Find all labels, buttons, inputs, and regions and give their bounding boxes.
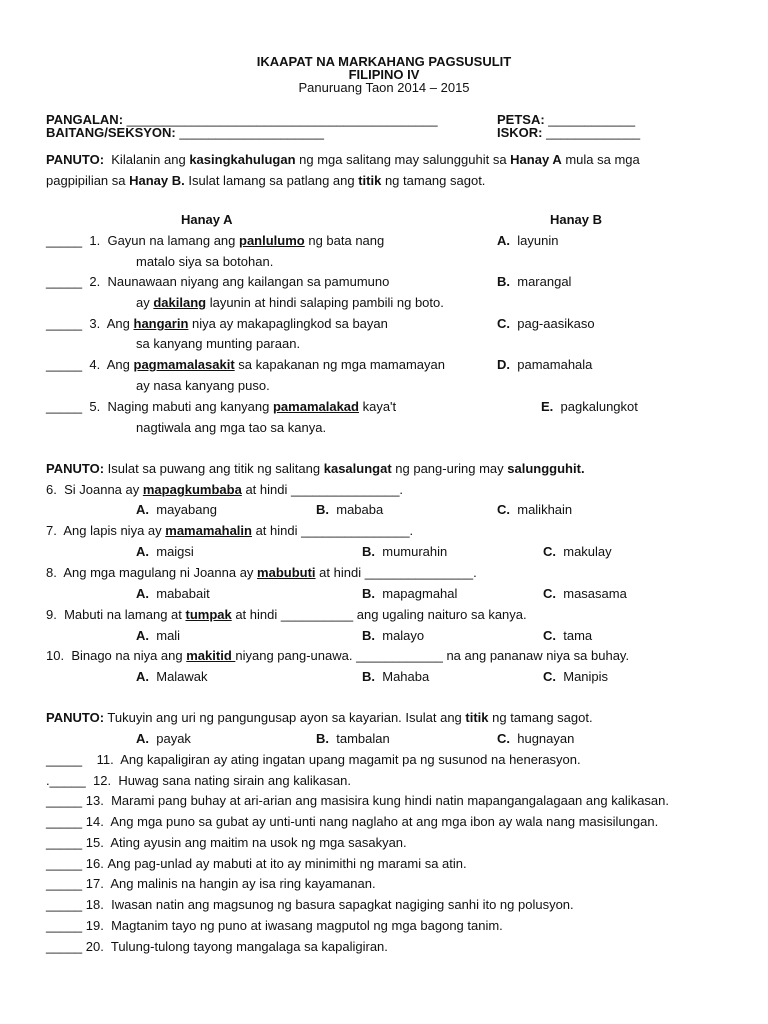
q6-choice-b: B. mababa — [316, 502, 384, 517]
question-13: _____ 13. Marami pang buhay at ari-arian ang masisira kung hindi natin mapangangalagaan ang kalikasan. — [46, 793, 670, 808]
date-field[interactable]: ____________ — [548, 112, 636, 127]
question-9: 9. Mabuti na lamang at tumpak at hindi __________ ang ugaling naituro sa kanya. — [46, 607, 527, 622]
answer-blank[interactable]: _____ — [46, 233, 83, 248]
exam-subject: FILIPINO IV — [348, 67, 420, 82]
answer-blank[interactable]: _____ — [46, 316, 83, 331]
question-2-cont: ay dakilang layunin at hindi salaping pambili ng boto. — [136, 295, 444, 310]
exam-title: IKAAPAT NA MARKAHANG PAGSUSULIT — [256, 54, 512, 69]
answer-blank[interactable]: ._____ — [46, 773, 86, 788]
section-row — [46, 125, 324, 141]
question-5: _____ 5. Naging mabuti ang kanyang pamamalakad kaya't — [46, 399, 397, 414]
question-2: _____ 2. Naunawaan niyang ang kailangan sa pamumuno — [46, 274, 390, 289]
question-8: 8. Ang mga magulang ni Joanna ay mabubuti at hindi _______________. — [46, 565, 477, 580]
score-label: ISKOR: — [497, 125, 543, 140]
score-field[interactable]: _____________ — [546, 125, 641, 140]
answer-blank[interactable]: _____ — [46, 918, 83, 933]
choice-a: A. layunin — [497, 233, 559, 248]
question-16: _____ 16. Ang pag-unlad ay mabuti at ito ay minimithi ng marami sa atin. — [46, 856, 467, 871]
answer-blank[interactable]: _____ — [46, 274, 83, 289]
answer-blank[interactable]: _____ — [46, 876, 83, 891]
question-1: _____ 1. Gayun na lamang ang panlulumo ng bata nang — [46, 233, 385, 248]
question-3-cont: sa kanyang munting paraan. — [136, 336, 301, 351]
name-label: PANGALAN: — [46, 112, 124, 127]
date-label: PETSA: — [497, 112, 545, 127]
question-11: _____ 11. Ang kapaligiran ay ating ingatan upang magamit pa ng susunod na henerasyon. — [46, 752, 581, 767]
question-20: _____ 20. Tulung-tulong tayong mangalaga sa kapaligiran. — [46, 939, 388, 954]
part3-choice-c: C. hugnayan — [497, 731, 575, 746]
question-5-cont: nagtiwala ang mga tao sa kanya. — [136, 420, 327, 435]
question-18: _____ 18. Iwasan natin ang magsunog ng basura sapagkat nagiging sanhi ito ng polusyon. — [46, 897, 574, 912]
q10-choice-a: A. Malawak — [136, 669, 208, 684]
question-19: _____ 19. Magtanim tayo ng puno at iwasang magputol ng mga bagong tanim. — [46, 918, 503, 933]
answer-blank[interactable]: _____ — [46, 897, 83, 912]
question-10: 10. Binago na niya ang makitid niyang pang-unawa. ____________ na ang pananaw niya sa buhay. — [46, 648, 630, 663]
question-1-cont: matalo siya sa botohan. — [136, 254, 274, 269]
choice-c: C. pag-aasikaso — [497, 316, 595, 331]
question-4: _____ 4. Ang pagmamalasakit sa kapakanan ng mga mamamayan — [46, 357, 445, 372]
choice-b: B. marangal — [497, 274, 572, 289]
q10-choice-b: B. Mahaba — [362, 669, 430, 684]
part3-choice-b: B. tambalan — [316, 731, 390, 746]
section-label: BAITANG/SEKSYON: — [46, 125, 176, 140]
question-6: 6. Si Joanna ay mapagkumbaba at hindi _______________. — [46, 482, 404, 497]
q8-choice-a: A. mababait — [136, 586, 210, 601]
question-15: _____ 15. Ating ayusin ang maitim na usok ng mga sasakyan. — [46, 835, 407, 850]
question-17: _____ 17. Ang malinis na hangin ay isa ring kayamanan. — [46, 876, 376, 891]
answer-blank[interactable]: _____ — [46, 752, 83, 767]
q9-choice-a: A. mali — [136, 628, 181, 643]
question-12: ._____ 12. Huwag sana nating sirain ang kalikasan. — [46, 773, 352, 788]
answer-blank[interactable]: _____ — [46, 939, 83, 954]
question-14: _____ 14. Ang mga puno sa gubat ay unti-unti nang naglaho at ang mga ibon ay wala nang masisilungan. — [46, 814, 659, 829]
answer-blank[interactable]: _____ — [46, 793, 83, 808]
answer-blank[interactable]: _____ — [46, 399, 83, 414]
q8-choice-b: B. mapagmahal — [362, 586, 458, 601]
q6-choice-a: A. mayabang — [136, 502, 217, 517]
choice-d: D. pamamahala — [497, 357, 593, 372]
name-field[interactable]: ___________________________________________ — [126, 112, 438, 127]
part1-instruction-line1: PANUTO: Kilalanin ang kasingkahulugan ng mga salitang may salungguhit sa Hanay A mula sa mga — [46, 152, 640, 167]
q7-choice-c: C. makulay — [543, 544, 612, 559]
question-4-cont: ay nasa kanyang puso. — [136, 378, 270, 393]
school-year: Panuruang Taon 2014 – 2015 — [298, 80, 470, 95]
column-b-header: Hanay B — [550, 212, 603, 227]
answer-blank[interactable]: _____ — [46, 835, 83, 850]
part3-instruction: PANUTO: Tukuyin ang uri ng pangungusap ayon sa kayarian. Isulat ang titik ng tamang sagot. — [46, 710, 593, 725]
part3-choice-a: A. payak — [136, 731, 191, 746]
q9-choice-c: C. tama — [543, 628, 593, 643]
question-7: 7. Ang lapis niya ay mamamahalin at hindi _______________. — [46, 523, 414, 538]
q7-choice-b: B. mumurahin — [362, 544, 448, 559]
q7-choice-a: A. maigsi — [136, 544, 194, 559]
part2-instruction: PANUTO: Isulat sa puwang ang titik ng salitang kasalungat ng pang-uring may salungguhit. — [46, 461, 585, 476]
score-row — [497, 125, 640, 141]
q9-choice-b: B. malayo — [362, 628, 425, 643]
column-a-header: Hanay A — [181, 212, 233, 227]
q8-choice-c: C. masasama — [543, 586, 627, 601]
q10-choice-c: C. Manipis — [543, 669, 609, 684]
question-3: _____ 3. Ang hangarin niya ay makapaglingkod sa bayan — [46, 316, 388, 331]
section-field[interactable]: ____________________ — [179, 125, 324, 140]
answer-blank[interactable]: _____ — [46, 357, 83, 372]
answer-blank[interactable]: _____ — [46, 856, 83, 871]
part1-instruction-line2: pagpipilian sa Hanay B. Isulat lamang sa patlang ang titik ng tamang sagot. — [46, 173, 486, 188]
choice-e: E. pagkalungkot — [541, 399, 638, 414]
answer-blank[interactable]: _____ — [46, 814, 83, 829]
q6-choice-c: C. malikhain — [497, 502, 573, 517]
